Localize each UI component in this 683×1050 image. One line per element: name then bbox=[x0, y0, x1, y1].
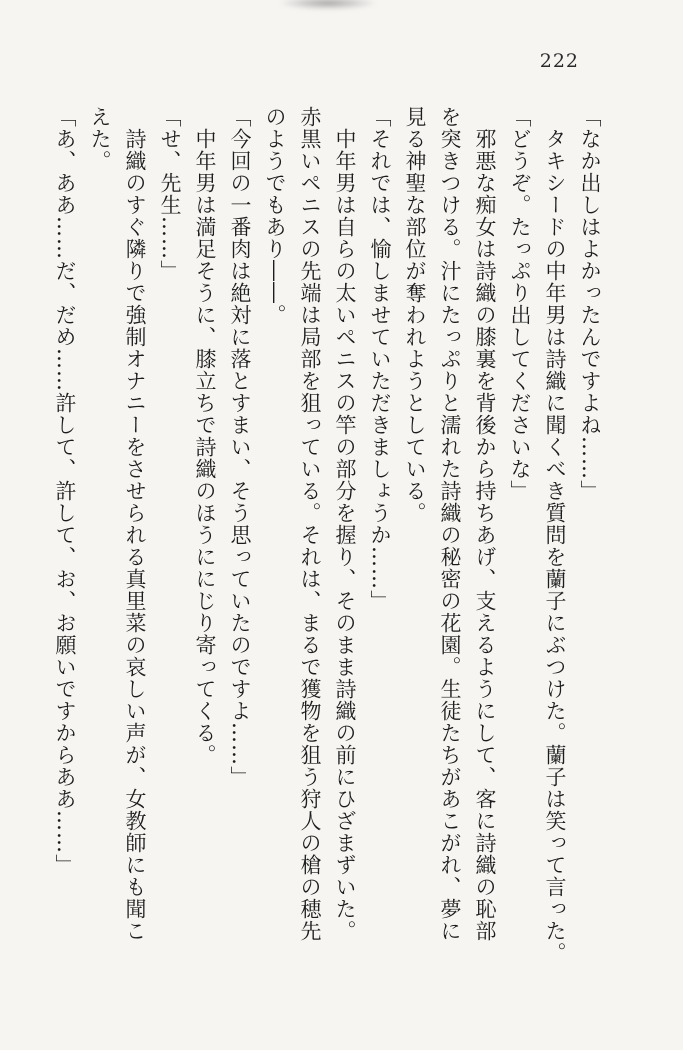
text-line: 赤黒いペニスの先端は局部を狙っている。それは、まるで獲物を狙う狩人の槍の穂先 bbox=[298, 106, 322, 942]
text-line: 「なか出しはよかったんですよね……」 bbox=[578, 106, 602, 502]
text-line: 詩織のすぐ隣りで強制オナニーをさせられる真里菜の哀しい声が、女教師にも聞こ bbox=[123, 128, 147, 942]
text-line: 邪悪な痴女は詩織の膝裏を背後から持ちあげ、支えるようにして、客に詩織の恥部 bbox=[473, 128, 497, 942]
text-line: えた。 bbox=[88, 106, 112, 172]
text-line: 見る神聖な部位が奪われようとしている。 bbox=[403, 106, 427, 524]
text-line: タキシードの中年男は詩織に聞くべき質問を蘭子にぶつけた。蘭子は笑って言った。 bbox=[543, 128, 567, 964]
scan-artifact bbox=[278, 0, 378, 10]
text-line: のようでもあり――。 bbox=[263, 106, 287, 326]
text-line: を突きつける。汁にたっぷりと濡れた詩織の秘密の花園。生徒たちがあこがれ、夢に bbox=[438, 106, 462, 942]
text-line: 「せ、先生……」 bbox=[158, 106, 182, 282]
text-line: 中年男は自らの太いペニスの竿の部分を握り、そのまま詩織の前にひざまずいた。 bbox=[333, 128, 357, 942]
text-line: 「どうぞ。たっぷり出してくださいな」 bbox=[508, 106, 532, 502]
text-line: 「今回の一番肉は絶対に落とすまい、そう思っていたのですよ……」 bbox=[228, 106, 252, 788]
text-line: 「それでは、愉しませていただきましょうか……」 bbox=[368, 106, 392, 612]
text-line: 中年男は満足そうに、膝立ちで詩織のほうににじり寄ってくる。 bbox=[193, 128, 217, 766]
vertical-text-block bbox=[47, 106, 607, 964]
page-number: 222 bbox=[539, 50, 579, 72]
text-line: 「あ、ああ……だ、だめ……許して、許して、お、お願いですからああ……」 bbox=[53, 106, 77, 876]
